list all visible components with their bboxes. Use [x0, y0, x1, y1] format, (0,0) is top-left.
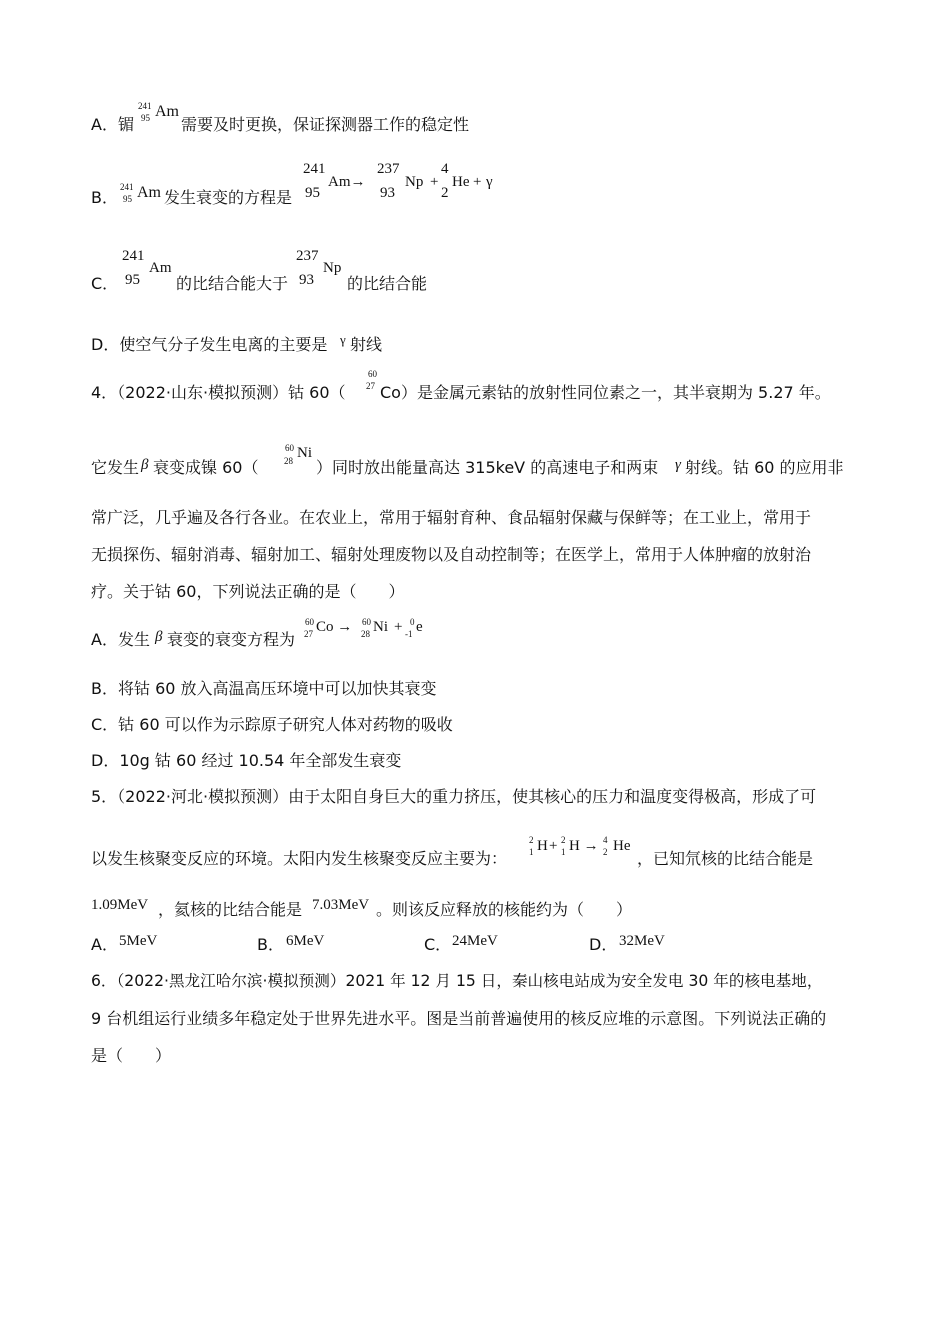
he4-mass: 4 [603, 835, 608, 845]
a-co-arrow: Co → [316, 619, 353, 635]
q4-option-a-mid: 衰变的衰变方程为 [167, 630, 296, 649]
q4-option-a: A．发生 [91, 630, 150, 649]
q3-option-d-end: 射线 [350, 335, 383, 354]
q4-line3: 常广泛，几乎遍及各行各业。在农业上，常用于辐射育种、食品辐射保藏与保鲜等；在工业上，常用于 [91, 508, 812, 527]
helium-energy: 7.03MeV [312, 897, 370, 913]
ni-symbol: Ni [297, 445, 312, 461]
q4-line1a: 4．（2022·山东·模拟预测）钴 60（ [91, 383, 346, 402]
a-ni-mass: 60 [362, 617, 371, 627]
h2-z: 1 [561, 847, 566, 857]
a-ni-symbol: Ni [373, 619, 388, 635]
q3-option-a-text: 需要及时更换，保证探测器工作的稳定性 [181, 115, 470, 134]
he4-symbol: He [613, 838, 631, 854]
eq-np-mass: 237 [377, 161, 400, 177]
q6-line1: 6．（2022·黑龙江哈尔滨·模拟预测）2021 年 12 月 15 日，秦山核电站成为安全发电 30 年的核电基地， [91, 972, 823, 990]
q5-line1: 5．（2022·河北·模拟预测）由于太阳自身巨大的重力挤压，使其核心的压力和温度变得极高，形成了可 [91, 787, 817, 806]
am-mass-number-b: 241 [120, 182, 134, 192]
q3-option-c-end: 的比结合能 [347, 274, 428, 293]
q5-option-b: 6MeV [286, 933, 325, 949]
q5-option-d: 32MeV [619, 933, 665, 949]
q3-option-a: A．镅 [91, 115, 134, 134]
q3-option-b-text: 发生衰变的方程是 [164, 188, 293, 207]
q4-gamma: γ [675, 457, 681, 473]
q3-option-b-label: B． [91, 188, 118, 207]
q3-option-d: D．使空气分子发生电离的主要是 [91, 335, 328, 354]
c-am-mass: 241 [122, 248, 145, 264]
co-mass: 60 [368, 369, 377, 379]
e-z: -1 [405, 629, 413, 639]
q6-line3: 是（ ） [91, 1046, 172, 1065]
eq-he-mass: 4 [441, 161, 449, 177]
c-np-symbol: Np [323, 260, 342, 276]
c-np-mass: 237 [296, 248, 319, 264]
q5-option-d-label: D． [589, 935, 618, 954]
q4-line2b: 衰变成镍 60（ [153, 458, 259, 477]
c-am-symbol: Am [149, 260, 172, 276]
q3-option-c-label: C． [91, 274, 119, 293]
e-mass: 0 [410, 617, 415, 627]
q4-beta: β [141, 457, 149, 473]
eq-he-symbol: He [452, 174, 470, 190]
q5-option-a: 5MeV [119, 933, 158, 949]
ni-z: 28 [284, 456, 293, 466]
eq-he-z: 2 [441, 185, 449, 201]
q4-line2a: 它发生 [91, 458, 140, 477]
q5-option-c: 24MeV [452, 933, 498, 949]
q4-option-c: C．钴 60 可以作为示踪原子研究人体对药物的吸收 [91, 715, 453, 734]
h1-mass: 2 [529, 835, 534, 845]
eq-np-symbol: Np [405, 174, 424, 190]
a-co-mass: 60 [305, 617, 314, 627]
ni-mass: 60 [285, 443, 294, 453]
h1-symbol: H [537, 838, 548, 854]
q4-option-b: B．将钴 60 放入高温高压环境中可以加快其衰变 [91, 679, 437, 698]
deuteron-energy: 1.09MeV [91, 897, 149, 913]
q5-option-c-label: C． [424, 935, 452, 954]
eq-np-z: 93 [380, 185, 395, 201]
q5-line3d: 。则该反应释放的核能约为（ ） [376, 900, 633, 919]
q4-line2d: 射线。钴 60 的应用非 [685, 458, 844, 477]
a-plus: + [394, 619, 403, 635]
he4-z: 2 [603, 847, 608, 857]
am-mass-number: 241 [138, 101, 152, 111]
q4-line5: 疗。关于钴 60，下列说法正确的是（ ） [91, 582, 405, 601]
eq-gamma: γ [486, 174, 493, 190]
q3-gamma: γ [340, 332, 346, 347]
q5-option-a-label: A． [91, 935, 118, 954]
am-symbol: Am [155, 103, 179, 120]
q4-a-beta: β [155, 629, 163, 645]
am-symbol-b: Am [137, 184, 161, 201]
h2-mass: 2 [561, 835, 566, 845]
a-co-z: 27 [304, 629, 313, 639]
q4-line2c: ）同时放出能量高达 315keV 的高速电子和两束 [316, 458, 659, 477]
h1-z: 1 [529, 847, 534, 857]
q5-line2b: ，已知氘核的比结合能是 [637, 849, 814, 868]
q5-line2a: 以发生核聚变反应的环境。太阳内发生核聚变反应主要为： [91, 849, 508, 868]
c-am-z: 95 [125, 272, 140, 288]
h2-symbol: H → [569, 838, 599, 854]
c-np-z: 93 [299, 272, 314, 288]
co-z: 27 [366, 381, 375, 391]
eq-am-arrow: Am→ [328, 174, 366, 190]
eq-plus-2: + [473, 174, 482, 190]
q4-option-d: D．10g 钴 60 经过 10.54 年全部发生衰变 [91, 751, 402, 770]
q6-line2: 9 台机组运行业绩多年稳定处于世界先进水平。图是当前普遍使用的核反应堆的示意图。下列说法正确的 [91, 1009, 827, 1028]
e-symbol: e [416, 619, 423, 635]
q5-option-b-label: B． [257, 935, 284, 954]
eq-plus-1: + [430, 174, 439, 190]
h-plus: + [549, 838, 558, 854]
a-ni-z: 28 [361, 629, 370, 639]
eq-am-mass: 241 [303, 161, 326, 177]
eq-am-z: 95 [305, 185, 320, 201]
q4-line4: 无损探伤、辐射消毒、辐射加工、辐射处理废物以及自动控制等；在医学上，常用于人体肿瘤的放射治 [91, 545, 812, 564]
am-atomic-number: 95 [141, 113, 150, 123]
q5-line3b: ，氦核的比结合能是 [158, 900, 303, 919]
q4-line1b: Co）是金属元素钴的放射性同位素之一，其半衰期为 5.27 年。 [380, 383, 831, 402]
q3-option-c-mid: 的比结合能大于 [176, 274, 289, 293]
am-atomic-number-b: 95 [123, 194, 132, 204]
